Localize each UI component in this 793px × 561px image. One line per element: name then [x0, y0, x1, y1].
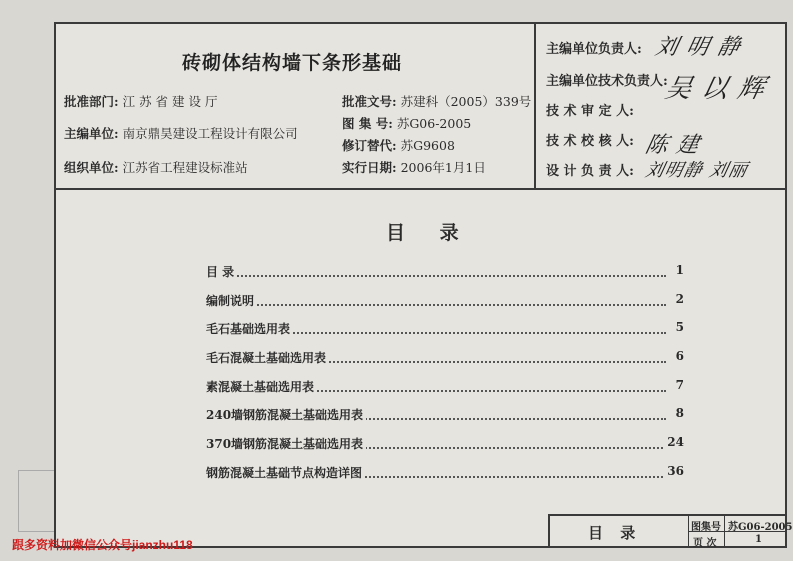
effective-date: [342, 158, 486, 176]
page-title: 砖砌体结构墙下条形基础: [182, 52, 403, 74]
toc-entry-title: 编制说明: [206, 292, 257, 309]
approval-dept-label: 批准部门:: [64, 94, 119, 109]
footer-atlas-label: 图集号: [691, 522, 721, 533]
replaces-label: 修订替代:: [342, 138, 397, 153]
title-block-divider: [534, 24, 536, 188]
toc-entry[interactable]: [206, 433, 684, 462]
bleed-through-mark: [18, 470, 58, 532]
effective-label: 实行日期:: [342, 160, 397, 175]
toc-entry[interactable]: [206, 462, 684, 491]
effective-value: 2006年1月1日: [400, 160, 486, 175]
editor-unit: [64, 124, 298, 142]
watermark-text: 跟多资料加微信公众号jianzhu118: [12, 538, 193, 552]
toc-entry-title: 素混凝土基础选用表: [206, 378, 317, 395]
replaces: [342, 136, 455, 154]
toc-entry-title: 370墙钢筋混凝土基础选用表: [206, 435, 366, 452]
approval-dept-value: 江 苏 省 建 设 厅: [122, 94, 218, 109]
atlas-no-label: 图 集 号:: [342, 116, 393, 131]
responsible-label-checker: 技 术 校 核 人:: [546, 134, 634, 149]
toc-entry[interactable]: [206, 404, 684, 433]
editor-unit-value: 南京鼎昊建设工程设计有限公司: [122, 126, 298, 141]
footer-atlas-value: 苏G06-2005: [728, 522, 793, 533]
toc-entry-page: 1: [673, 263, 684, 277]
leader-dots: [206, 290, 666, 306]
responsible-label-designer: 设 计 负 责 人:: [546, 164, 634, 179]
approval-no: [342, 92, 531, 110]
toc-entry-page: 6: [673, 349, 684, 363]
toc-heading: 目 录: [386, 222, 473, 244]
table-of-contents: [206, 261, 684, 491]
footer-page-value: 1: [755, 534, 762, 545]
toc-entry-page: 7: [673, 378, 684, 392]
editor-unit-label: 主编单位:: [64, 126, 119, 141]
signature-tech-head: 吴 以 辉: [662, 74, 769, 104]
signature-editor-head: 刘 明 静: [652, 35, 744, 60]
atlas-no-value: 苏G06-2005: [396, 116, 472, 131]
responsible-label-editor-head: 主编单位负责人:: [546, 42, 642, 57]
drawing-sheet: [54, 22, 793, 549]
toc-entry-page: 24: [664, 435, 684, 449]
approval-no-value: 苏建科（2005）339号: [400, 94, 532, 109]
signature-checker: 陈 建: [642, 133, 703, 158]
toc-entry-page: 8: [673, 406, 684, 420]
toc-entry-title: 毛石基础选用表: [206, 320, 293, 337]
footer-sheet-name: 目 录: [588, 524, 642, 542]
approval-dept: [64, 92, 217, 110]
toc-entry-page: 36: [664, 464, 684, 478]
toc-entry[interactable]: [206, 318, 684, 347]
approval-no-label: 批准文号:: [342, 94, 397, 109]
leader-dots: [206, 261, 666, 277]
footer-title-block: [548, 514, 793, 549]
toc-entry[interactable]: [206, 261, 684, 290]
signature-designer: 刘明静 刘丽: [643, 160, 750, 181]
footer-divider: [724, 516, 725, 548]
toc-entry-title: 240墙钢筋混凝土基础选用表: [206, 406, 366, 423]
toc-entry[interactable]: [206, 290, 684, 319]
footer-divider: [688, 516, 689, 548]
atlas-no: [342, 114, 471, 132]
title-block: [56, 24, 785, 190]
toc-entry-page: 5: [673, 320, 684, 334]
org-unit-value: 江苏省工程建设标准站: [122, 160, 248, 175]
replaces-value: 苏G9608: [400, 138, 455, 153]
toc-entry-page: 2: [673, 292, 684, 306]
responsible-label-approver: 技 术 审 定 人:: [546, 104, 634, 119]
toc-entry-title: 钢筋混凝土基础节点构造详图: [206, 464, 365, 481]
toc-entry-title: 毛石混凝土基础选用表: [206, 349, 329, 366]
footer-page-label: 页 次: [693, 538, 717, 549]
org-unit-label: 组织单位:: [64, 160, 119, 175]
toc-entry[interactable]: [206, 376, 684, 405]
toc-entry-title: 目 录: [206, 263, 237, 280]
org-unit: [64, 158, 248, 176]
toc-entry[interactable]: [206, 347, 684, 376]
responsible-label-tech-head: 主编单位技术负责人:: [546, 74, 668, 89]
